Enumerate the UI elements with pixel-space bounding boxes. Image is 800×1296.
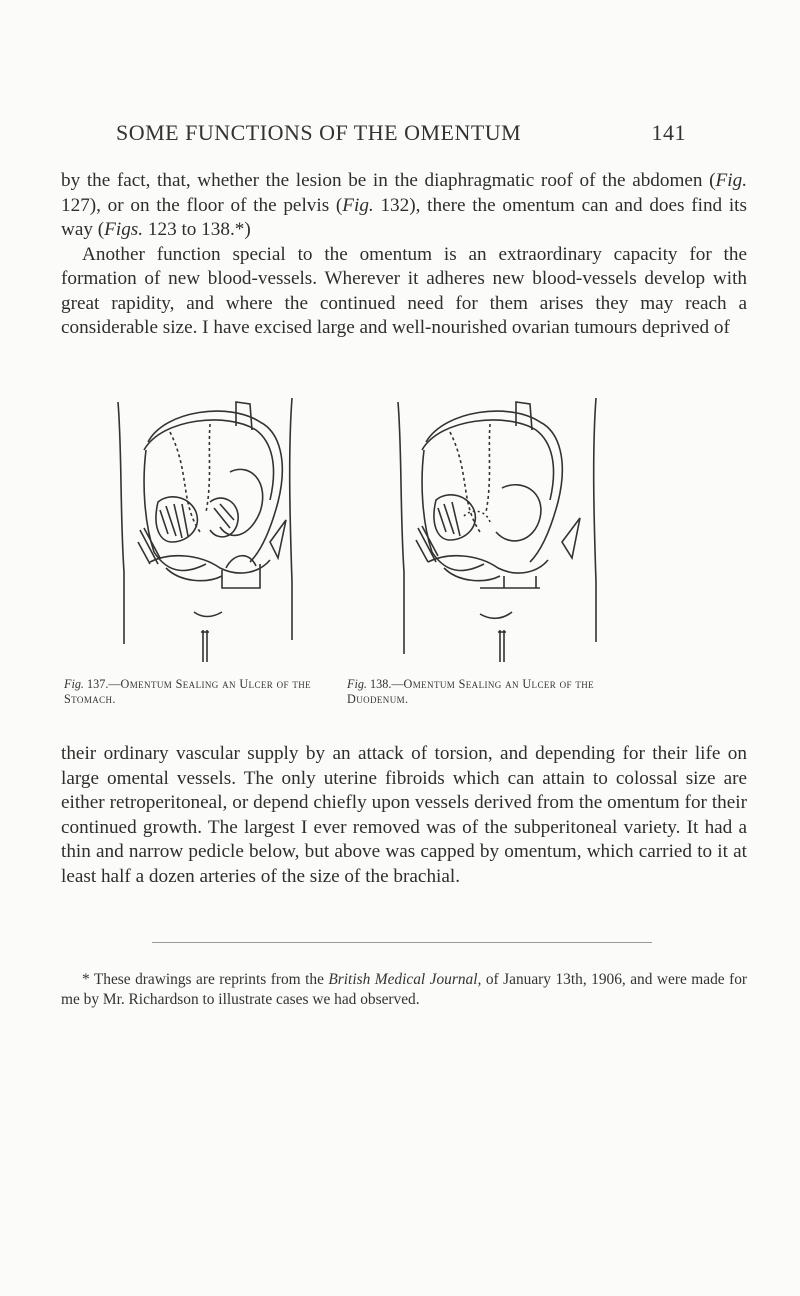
figure-137-caption — [64, 677, 354, 707]
footnote-text: of January 13th, 1906, and were made for me by Mr. Richardson to illustrate cases we had observed. — [61, 971, 748, 1008]
footnote-divider — [152, 942, 652, 943]
caption-text: Omentum Sealing an Ulcer of the Stomach. — [64, 677, 312, 706]
journal-title: British Medical Journal, — [328, 971, 482, 988]
paragraph-1 — [61, 169, 747, 243]
body-text-top — [61, 169, 747, 341]
page-number: 141 — [651, 120, 686, 145]
figure-138-caption — [347, 677, 657, 707]
figure-138-illustration — [390, 392, 600, 664]
paragraph-2: Another function special to the omentum is an extraordinary capacity for the formation of new blood-vessels. Wherever it adheres new blood-vessels develop with great rapidity, and where the continued need for them arises they may reach a considerable size. I have excised large and well-nourished ovarian tumours deprived of — [61, 243, 747, 338]
caption-figure-number: 137.— — [83, 677, 121, 691]
figure-reference: Fig. — [342, 194, 374, 216]
text-segment: 123 to 138.*) — [143, 219, 251, 240]
figure-137-illustration — [110, 392, 320, 664]
paragraph-3: their ordinary vascular supply by an attack of torsion, and depending for their life on large omental vessels. The only uterine fibroids which can attain to colossal size are either retroperitoneal, or depend chiefly upon vessels derived from the omentum for their continued growth. The largest I ever removed was of the subperitoneal variety. It had a thin and narrow pedicle below, but above was capped by omentum, which carried to it at least half a dozen arteries of the size of the brachial. — [61, 743, 747, 887]
body-text-bottom — [61, 742, 747, 889]
text-segment: 132), there the omentum can and does find its way ( — [61, 194, 747, 240]
caption-figure-number: 138.— — [366, 677, 404, 691]
caption-figure-label: Fig. — [64, 677, 84, 691]
caption-figure-label: Fig. — [347, 677, 367, 691]
footnote-text: * These drawings are reprints from the — [82, 971, 329, 988]
caption-text: Omentum Sealing an Ulcer of the Duodenum. — [347, 677, 595, 706]
footnote — [61, 970, 747, 1009]
figure-reference: Figs. — [104, 219, 144, 240]
text-segment: 127), or on the floor of the pelvis ( — [61, 194, 343, 216]
figure-reference: Fig. — [715, 170, 747, 191]
text-segment: by the fact, that, whether the lesion be in the diaphragmatic roof of the abdomen ( — [61, 170, 716, 191]
running-title: SOME FUNCTIONS OF THE OMENTUM — [116, 120, 522, 145]
